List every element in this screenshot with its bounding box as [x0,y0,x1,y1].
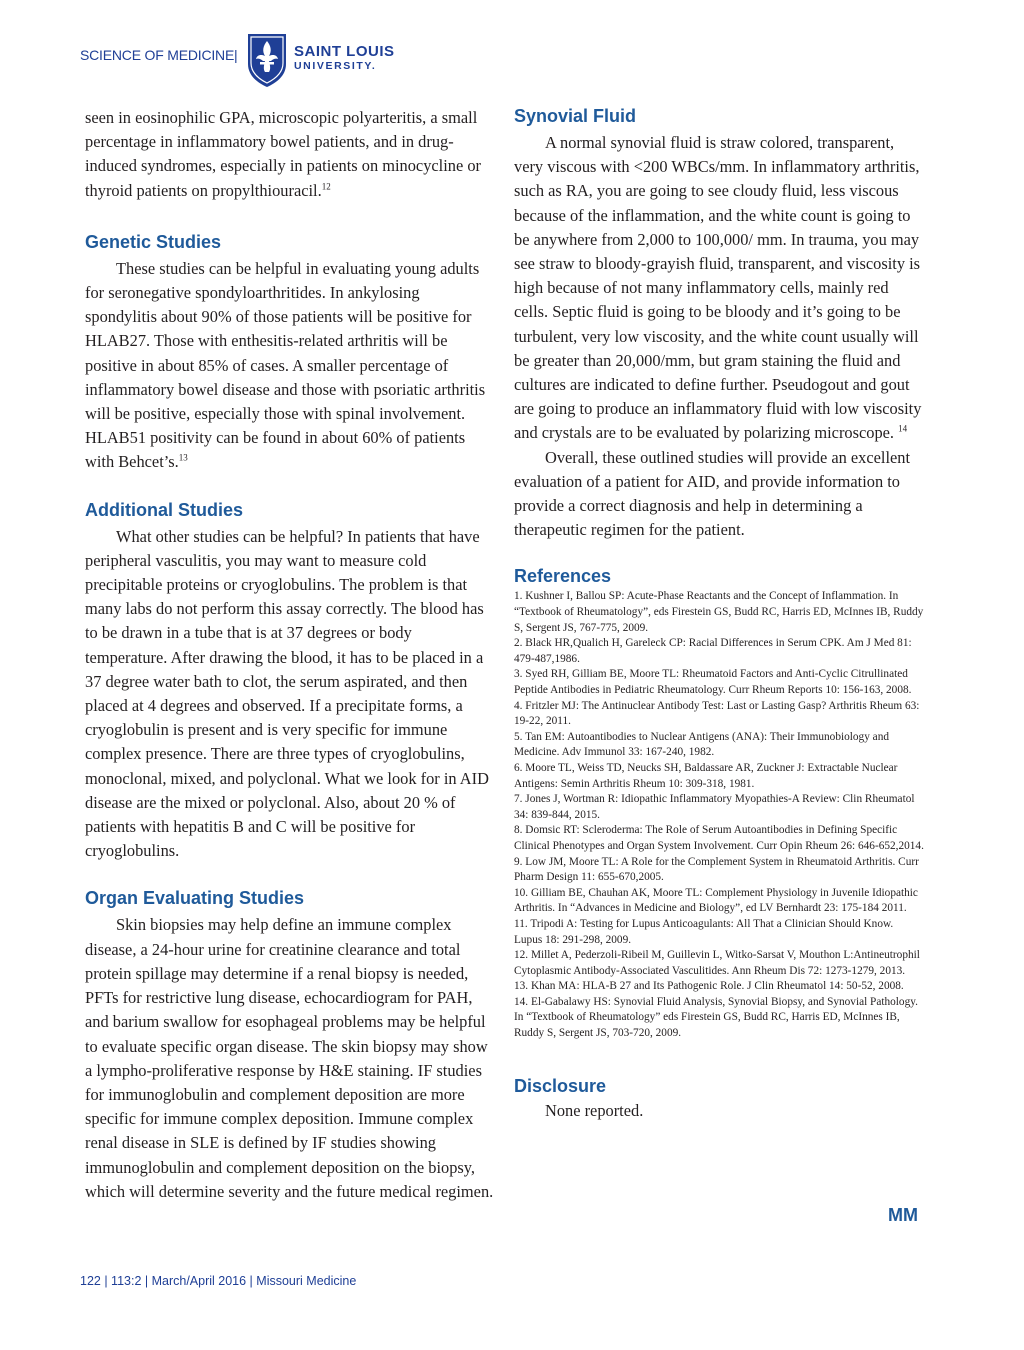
reference-item: 8. Domsic RT: Scleroderma: The Role of Serum Autoantibodies in Defining Specific Clinical Phenotypes and Organ System Involvement. Curr Opin Rheum 26: 646-652,2014. [514,824,924,852]
page-footer: 122 | 113:2 | March/April 2016 | Missouri Medicine [80,1274,357,1288]
saint-louis-university-shield-icon [246,32,288,88]
university-logo-text [294,44,395,74]
intro-paragraph: seen in eosinophilic GPA, microscopic polyarteritis, a small percentage in inflammatory bowel patients, and in drug-induced syndromes, especially in patients on minocycline or thyroid patients on propylthiouracil.$^{12}$ [85,108,482,200]
left-column [85,106,495,1204]
reference-item: 13. Khan MA: HLA-B 27 and Its Pathogenic Role. J Clin Rheumatol 14: 50-52, 2008. [514,980,904,993]
reference-item: 12. Millet A, Pederzoli-Ribeil M, Guillevin L, Witko-Sarsat V, Mouthon L:Antineutrophil Cytoplasmic Antibody-Associated Vasculitides. Ann Rheum Dis 72: 1273-1279, 2013. [514,949,920,977]
reference-item: 3. Syed RH, Gilliam BE, Moore TL: Rheumatoid Factors and Anti-Cyclic Citrullinated Peptide Antibodies in Pediatric Rheumatology. Curr Rheum Reports 10: 156-163, 2008. [514,668,912,697]
reference-item: 5. Tan EM: Autoantibodies to Nuclear Antigens (ANA): Their Immunobiology and Medicine. Adv Immunol 33: 167-240, 1982. [514,730,889,759]
citation: 12 [321,181,331,192]
reference-item: 11. Tripodi A: Testing for Lupus Anticoagulants: All That a Clinician Should Know. Lupus 18: 291-298, 2009. [514,917,894,946]
additional-studies-paragraph: What other studies can be helpful? In patients that have peripheral vasculitis, you may want to measure cold precipitable proteins or cryoglobulins. The problem is that many labs do not perform this assay correctly. The blood has to be drawn in a tube that is at 37 degrees or body temperature. After drawing the blood, it has to be placed in a 37 degree water bath to clot, the serum aspirated, and then placed at 4 degrees and observed. If a precipitate forms, a cryoglobulin is present and is very specific for immune complex presence. There are three types of cryoglobulins, monoclonal, mixed, and polyclonal. What we look for in AID disease are the mixed or polyclonal. Also, about 20 % of patients with hepatitis B and C will be positive for cryoglobulins. [85,526,489,861]
genetic-studies-paragraph: These studies can be helpful in evaluating young adults for seronegative spondyloarthritides. In ankylosing spondylitis about 90% of those patients will be positive for HLAB27. Those with enthesitis-related arthritis will be positive in about 85% of cases. A smaller percentage of inflammatory bowel disease and those with psoriatic arthritis will be positive, especially those with spinal involvement. HLAB51 positivity can be found in about 60% of patients with Behcet’s.$^{13}$ [85,258,486,472]
header-separator: | [234,47,238,63]
reference-item: 9. Low JM, Moore TL: A Role for the Complement System in Rheumatoid Arthritis. Curr Pharm Design 11: 655-670,2005. [514,855,919,884]
reference-item: 6. Moore TL, Weiss TD, Neucks SH, Baldassare AR, Zuckner J: Extractable Nuclear Antigens: Semin Arthritis Rheum 10: 309-318, 1981. [514,761,898,790]
genetic-studies-heading: Genetic Studies [85,231,222,252]
synovial-fluid-heading: Synovial Fluid [514,106,637,126]
reference-item: 14. El-Gabalawy HS: Synovial Fluid Analysis, Synovial Biopsy, and Synovial Pathology. In “Textbook of Rheumatology” eds Firestein GS, Budd RC, Harris ED, McInnes IB, Ruddy S, Sergent JS, 703-720, 2009. [514,995,918,1040]
references-heading: References [514,566,612,587]
disclosure-text: None reported. [545,1100,644,1120]
logo-line-2: UNIVERSITY. [294,60,377,72]
citation: 14 [898,423,908,434]
reference-item: 7. Jones J, Wortman R: Idiopathic Inflammatory Myopathies-A Review: Clin Rheumatol 34: 839-844, 2015. [514,793,915,821]
logo-line-1: SAINT LOUIS [294,43,395,60]
article-end-mark: MM [888,1205,918,1225]
journal-section-label: SCIENCE OF MEDICINE [80,47,235,63]
disclosure-heading: Disclosure [514,1075,607,1096]
overall-paragraph: Overall, these outlined studies will provide an excellent evaluation of a patient for AID, and provide information to provide a correct diagnosis and help in determining a therapeutic regimen for the patient. [514,447,911,540]
citation: 13 [178,452,188,463]
additional-studies-heading: Additional Studies [85,499,244,520]
page-header [80,30,500,94]
synovial-fluid-paragraph: A normal synovial fluid is straw colored, transparent, very viscous with <200 WBCs/mm. In inflammatory arthritis, such as RA, you are going to see cloudy fluid, less viscous because of the inflammation, and the white count is going to be anywhere from 2,000 to 100,000/ mm. In trauma, you may see straw to bloody-grayish fluid, transparent, and viscosity is high because of not many inflammatory cells, mainly red cells. Septic fluid is going to be bloody and it’s going to be turbulent, very low viscosity, and the white count usually will be greater than 20,000/mm, but gram staining the fluid and cultures are indicated to define further. Pseudogout and gout are going to produce an inflammatory fluid with low viscosity and crystals are to be evaluated by polarizing microscope. $^{14}$ [514,133,922,443]
organ-evaluating-studies-heading: Organ Evaluating Studies [85,888,305,909]
reference-item: 4. Fritzler MJ: The Antinuclear Antibody Test: Last or Lasting Gasp? Arthritis Rheum 63: 19-22, 2011. [514,699,920,728]
organ-evaluating-studies-paragraph: Skin biopsies may help define an immune complex disease, a 24-hour urine for creatinine clearance and total protein spillage may determine if a renal biopsy is needed, PFTs for restrictive lung disease, echocardiogram for PAH, and barium swallow for esophageal problems may be helpful to evaluate specific organ disease. The skin biopsy may show a lympho-proliferative response by H&E staining. IF studies for immunoglobulin and complement deposition are more specific for immune complex deposition. Immune complex renal disease in SLE is defined by IF studies showing immunoglobulin and complement deposition on the biopsy, which will determine severity and the future medical regimen. [85,915,494,1201]
reference-item: 2. Black HR,Qualich H, Gareleck CP: Racial Differences in Serum CPK. Am J Med 81: 479-487,1986. [514,637,912,665]
right-column [514,106,924,1123]
reference-item: 1. Kushner I, Ballou SP: Acute-Phase Reactants and the Concept of Inflammation. In “Textbook of Rheumatology”, eds Firestein GS, Budd RC, Harris ED, McInnes IB, Ruddy S, Sergent JS, 767-775, 2009. [514,590,924,634]
reference-item: 10. Gilliam BE, Chauhan AK, Moore TL: Complement Physiology in Juvenile Idiopathic Arthritis. In “Advances in Medicine and Biology”, ed LV Bernhardt 23: 175-184 2011. [514,886,918,915]
reference-list [514,589,924,1041]
